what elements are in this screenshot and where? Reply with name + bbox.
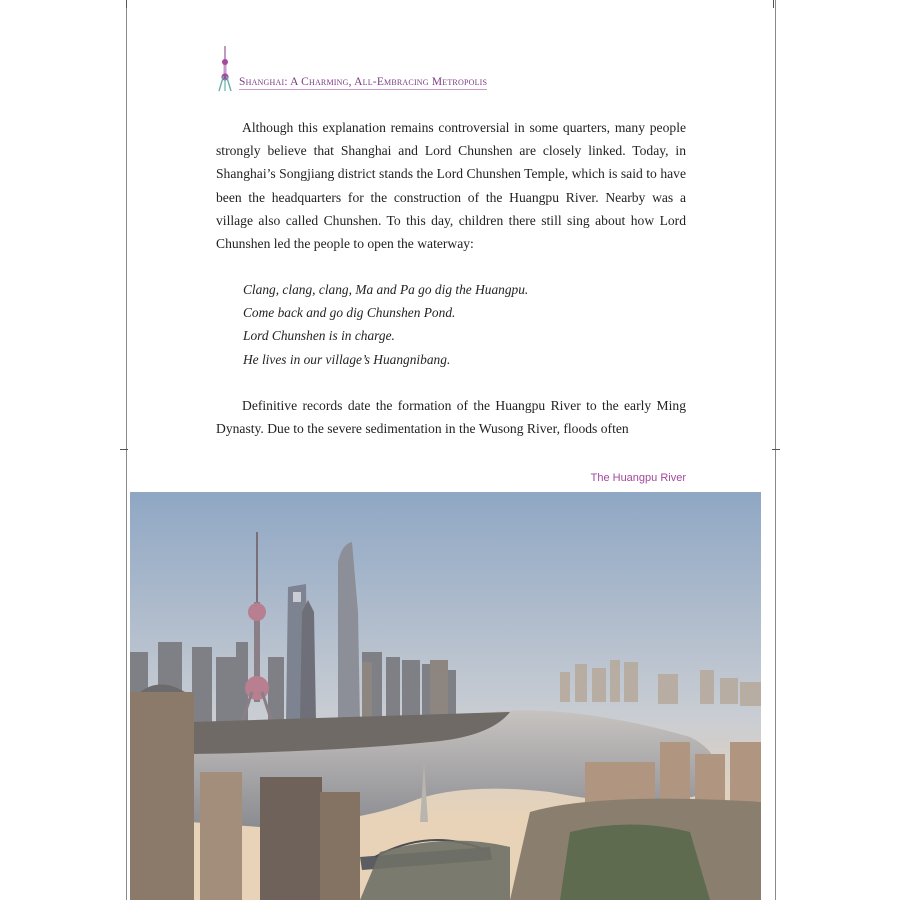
header-title: Shanghai: A Charming, All-Embracing Metropolis bbox=[239, 76, 488, 88]
crop-mark-mid-right bbox=[772, 449, 780, 450]
crop-mark-top-right bbox=[773, 0, 774, 8]
paragraph-2: Definitive records date the formation of the Huangpu River to the early Ming Dynasty. Due to the severe sedimentation in the Wusong River, floods often bbox=[216, 398, 686, 437]
crop-mark-mid-left bbox=[120, 449, 128, 450]
poem-line: Come back and go dig Chunshen Pond. bbox=[243, 305, 456, 321]
poem-line: He lives in our village’s Huangnibang. bbox=[243, 351, 451, 367]
tv-tower-icon bbox=[217, 46, 233, 92]
skyline-photo bbox=[130, 492, 761, 900]
skyline-illustration bbox=[130, 492, 761, 900]
photo-caption: The Huangpu River bbox=[590, 472, 686, 484]
paragraph-1: Although this explanation remains controversial in some quarters, many people strongly believe that Shanghai and Lord Chunshen are closely linked. Today, in Shanghai’s Songjiang district stands the Lord Chunshen Temple, which is said to have been the headquarters for the construction of the Huangpu River. Nearby was a village also called Chunshen. To this day, children there still sing about how Lord Chunshen led the people to open the waterway: bbox=[216, 120, 686, 252]
poem-line: Clang, clang, clang, Ma and Pa go dig the Huangpu. bbox=[243, 282, 529, 297]
crop-mark-top-left bbox=[126, 0, 127, 8]
poem bbox=[243, 278, 528, 371]
poem-line: Lord Chunshen is in charge. bbox=[243, 328, 395, 344]
running-header bbox=[217, 46, 617, 92]
